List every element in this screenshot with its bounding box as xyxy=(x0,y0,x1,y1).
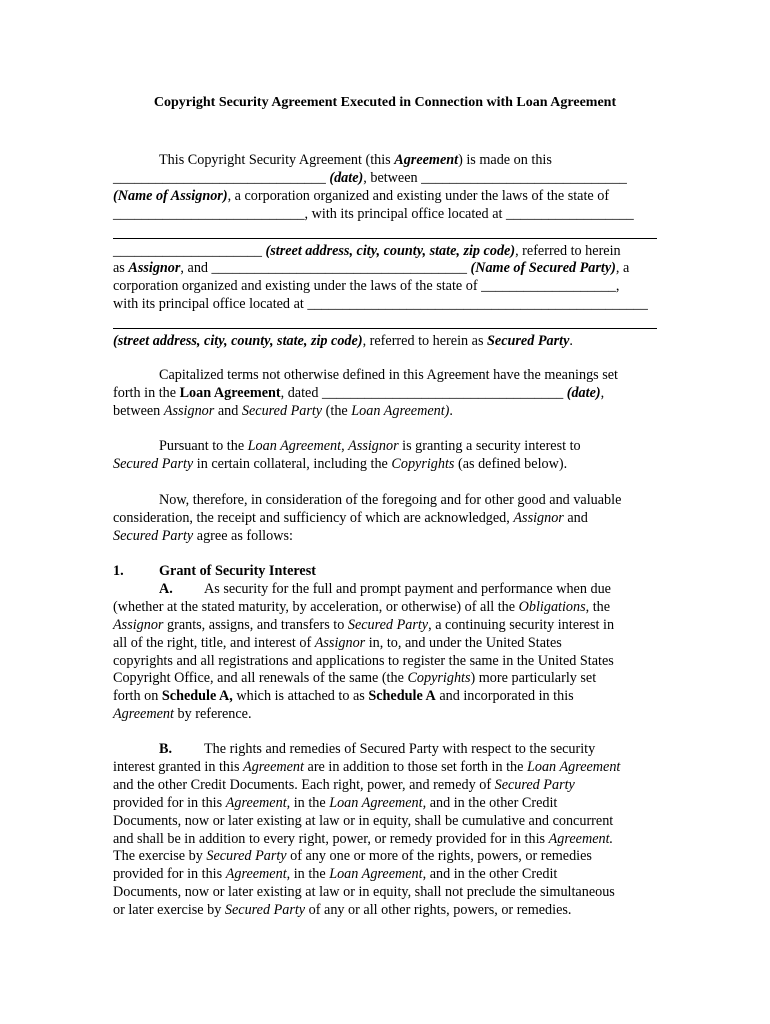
document-title: Copyright Security Agreement Executed in Connection with Loan Agreement xyxy=(153,95,617,110)
address-blank-line xyxy=(113,314,657,329)
address-blank-line xyxy=(113,224,657,239)
section-1: 1. Grant of Security Interest A. As security for the full and prompt payment and performance when due (whether at the stated maturity, by acceleration, or otherwise) of all the Obligations, the Assignor grants, assigns, and transfers to Secured Party, a continuing security interest in all of the right, title, and interest of Assignor in, to, and under the United States copyrights and all registrations and applications to register the same in the United States Copyright Office, and all renewals of the same (the Copyrights) more particularly set forth on Schedule A, which is attached to as Schedule A and incorporated in this Agreement by reference. xyxy=(113,563,661,724)
intro-paragraph: This Copyright Security Agreement (this Agreement) is made on this ______________________________ (date), between _____________________________ (Name of Assignor), a corporation organized and existing under the laws of the state of ___________________________, with its principal office located at __________________ _____________________ (street address, city, county, state, zip code), referred to herein as Assignor, and ____________________________________ (Name of Secured Party), a corporation organized and existing under the laws of the state of ___________________, with its principal office located at ________________________________________________ (street address, city, county, state, zip code), referred to herein as Secured Party. xyxy=(113,152,661,351)
recital-paragraph: Pursuant to the Loan Agreement, Assignor is granting a security interest to Secured Party in certain collateral, including the Copyrights (as defined below). xyxy=(113,438,581,472)
section-1-b: B. The rights and remedies of Secured Party with respect to the security interest granted in this Agreement are in addition to those set forth in the Loan Agreement and the other Credit Documents. Each right, power, and remedy of Secured Party provided for in this Agreement, in the Loan Agreement, and in the other Credit Documents, now or later existing at law or in equity, shall be cumulative and concurrent and shall be in addition to every right, power, or remedy provided for in this Agreement. The exercise by Secured Party of any one or more of the rights, powers, or remedies provided for in this Agreement, in the Loan Agreement, and in the other Credit Documents, now or later existing at law or in equity, shall not preclude the simultaneous or later exercise by Secured Party of any or all other rights, powers, or remedies. xyxy=(113,741,621,919)
definitions-paragraph: Capitalized terms not otherwise defined in this Agreement have the meanings set forth in the Loan Agreement, dated __________________________________ (date), between Assignor and Secured Party (the Loan Agreement). xyxy=(113,367,618,419)
section-heading: 1. Grant of Security Interest xyxy=(113,563,316,579)
consideration-paragraph: Now, therefore, in consideration of the foregoing and for other good and valuable consideration, the receipt and sufficiency of which are acknowledged, Assignor and Secured Party agree as follows: xyxy=(113,492,622,544)
